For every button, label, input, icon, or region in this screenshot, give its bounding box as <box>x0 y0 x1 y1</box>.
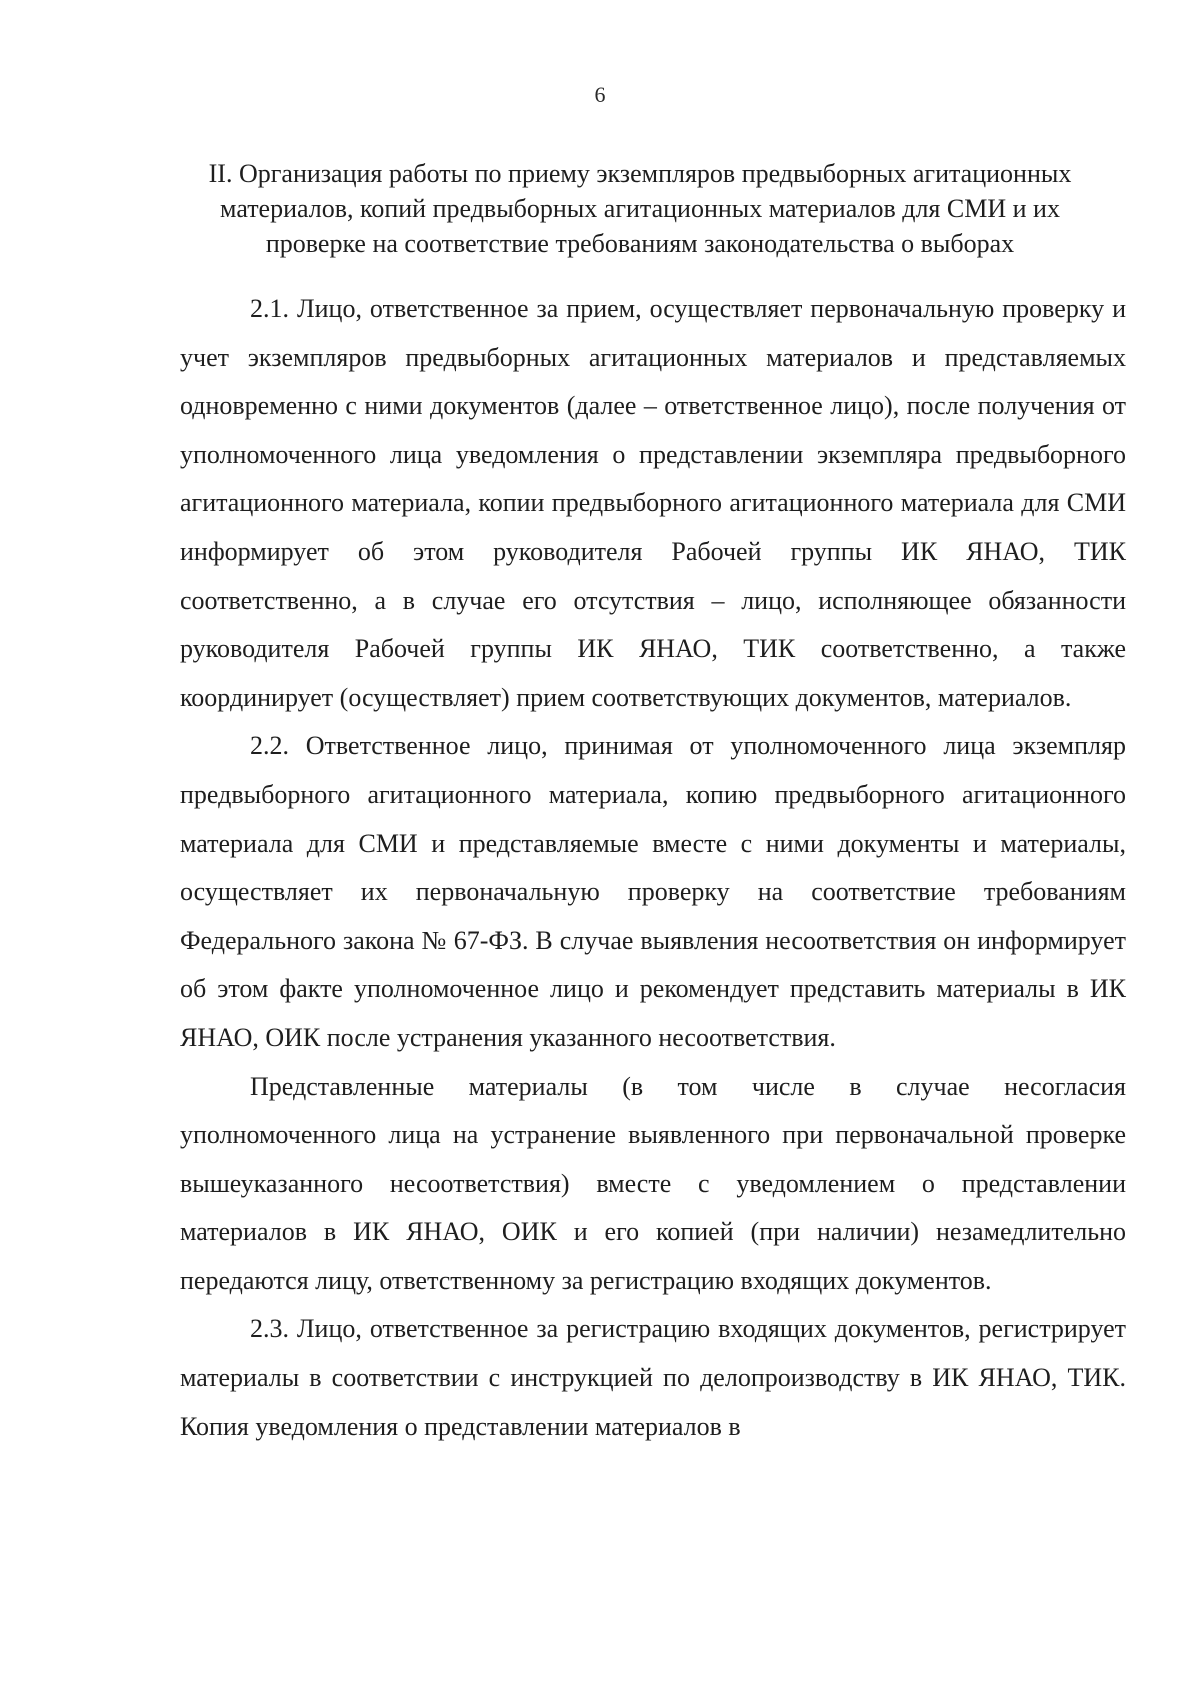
paragraph-2-1: 2.1. Лицо, ответственное за прием, осуществляет первоначальную проверку и учет экземпляров предвыборных агитационных материалов и представляемых одновременно с ними документов (далее – ответственное лицо), после получения от уполномоченного лица уведомления о представлении экземпляра предвыборного агитационного материала, копии предвыборного агитационного материала для СМИ информирует об этом руководителя Рабочей группы ИК ЯНАО, ТИК соответственно, а в случае его отсутствия – лицо, исполняющее обязанности руководителя Рабочей группы ИК ЯНАО, ТИК соответственно, а также координирует (осуществляет) прием соответствующих документов, материалов. <box>180 294 1126 712</box>
document-body <box>180 285 1126 1451</box>
page-number: 6 <box>594 82 606 107</box>
section-heading: II. Организация работы по приему экземпляров предвыборных агитационных материалов, копий предвыборных агитационных материалов для СМИ и их проверке на соответствие требованиям законодательства о выборах <box>208 159 1072 258</box>
paragraph-2-2: 2.2. Ответственное лицо, принимая от уполномоченного лица экземпляр предвыборного агитационного материала, копию предвыборного агитационного материала для СМИ и представляемые вместе с ними документы и материалы, осуществляет их первоначальную проверку на соответствие требованиям Федерального закона № 67-ФЗ. В случае выявления несоответствия он информирует об этом факте уполномоченное лицо и рекомендует представить материалы в ИК ЯНАО, ОИК после устранения указанного несоответствия. <box>180 731 1126 1052</box>
paragraph-2-3: 2.3. Лицо, ответственное за регистрацию входящих документов, регистрирует материалы в соответствии с инструкцией по делопроизводству в ИК ЯНАО, ТИК. Копия уведомления о представлении материалов в <box>180 1314 1126 1441</box>
paragraph-submitted-materials: Представленные материалы (в том числе в случае несогласия уполномоченного лица на устранение выявленного при первоначальной проверке вышеуказанного несоответствия) вместе с уведомлением о представлении материалов в ИК ЯНАО, ОИК и его копией (при наличии) незамедлительно передаются лицу, ответственному за регистрацию входящих документов. <box>180 1071 1126 1295</box>
